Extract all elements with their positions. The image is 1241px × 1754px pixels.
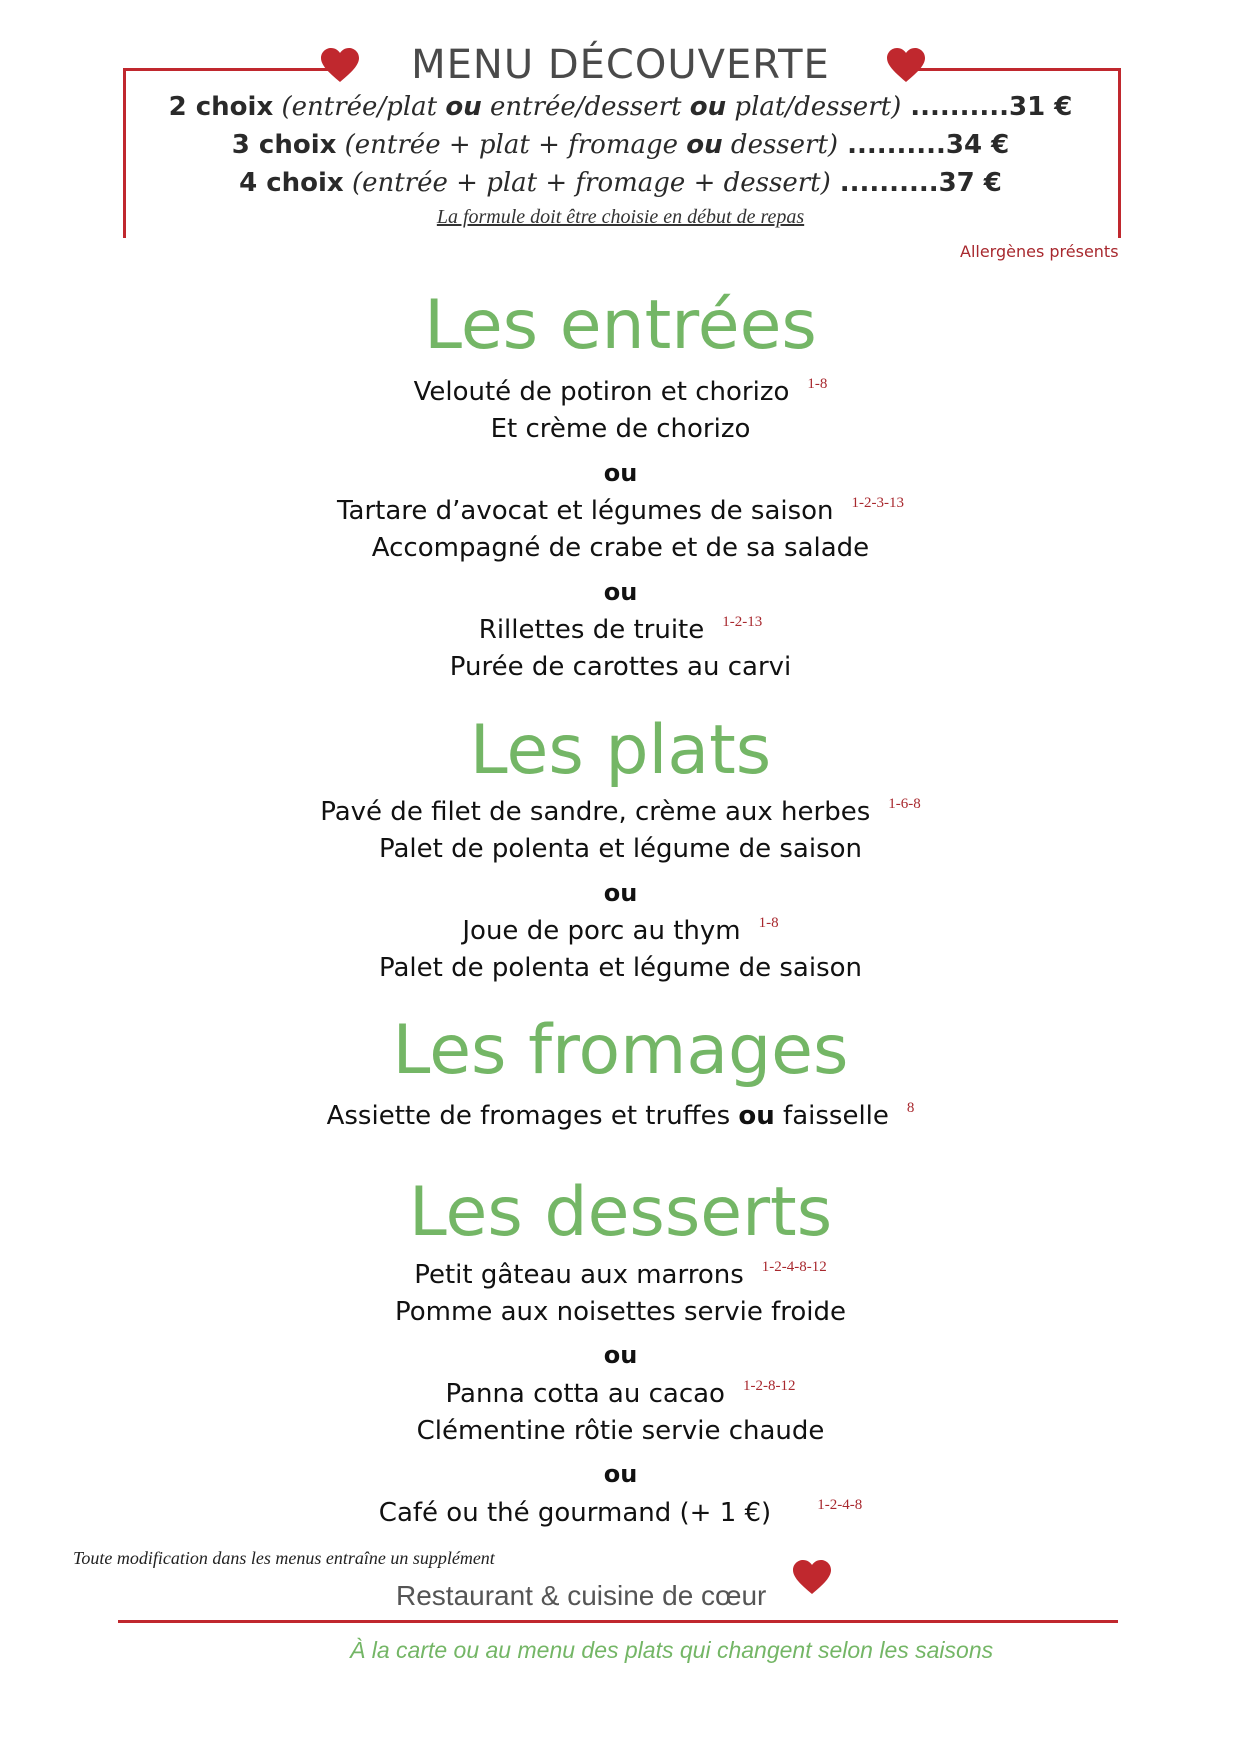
formula-ou: ou [686,130,723,160]
dish-name [0,1259,1241,1290]
allergen-codes: 1-2-4-8 [817,1497,863,1513]
formula-price: ..........37 € [830,168,1002,198]
dish-label: Rillettes de truite [478,615,705,645]
formula-desc: (entrée/plat [281,92,446,122]
menu-title: MENU DÉCOUVERTE [411,42,830,88]
dish-name [0,1100,1241,1131]
footer-divider [118,1620,1118,1623]
dish-name [0,495,1241,526]
formula-label: 3 choix [231,130,337,160]
dish-desc: Accompagné de crabe et de sa salade [371,533,870,563]
dish-desc: Purée de carottes au carvi [449,652,792,682]
dish-label: Tartare d’avocat et légumes de saison [336,496,834,526]
allergen-codes: 1-2-8-12 [742,1378,796,1394]
dish-name [0,1378,1241,1409]
dish-label: Pavé de filet de sandre, crème aux herbes [320,797,871,827]
formula-2-choix [0,92,1241,122]
formula-label: 4 choix [239,168,344,198]
allergen-codes: 8 [906,1100,915,1116]
formula-label: 2 choix [168,92,274,122]
heart-icon [792,1560,832,1596]
dish-desc: Palet de polenta et légume de saison [378,953,863,983]
formula-desc: (entrée + plat + fromage + dessert) [351,168,831,198]
dish-desc: Clémentine rôtie servie chaude [416,1416,825,1446]
formula-desc: entrée/dessert [481,92,690,122]
dish-name [0,796,1241,827]
formula-4-choix [0,168,1241,198]
formula-price: ..........31 € [901,92,1073,122]
dish-name [0,614,1241,645]
separator-ou: ou [603,1341,638,1369]
formula-desc: (entrée + plat + fromage [344,130,687,160]
dish-desc: Pomme aux noisettes servie froide [395,1297,846,1327]
separator-ou: ou [603,459,638,487]
dish-name [0,915,1241,946]
formula-desc: plat/dessert) [726,92,902,122]
dish-desc: Et crème de chorizo [490,414,751,444]
dish-label: faisselle [774,1101,889,1131]
formula-price: ..........34 € [838,130,1010,160]
section-title-desserts: Les desserts [408,1173,833,1252]
allergens-label: Allergènes présents [960,242,1119,261]
dish-name [0,1497,1241,1528]
dish-label: Panna cotta au cacao [445,1379,725,1409]
formula-ou: ou [445,92,482,122]
separator-ou: ou [603,578,638,606]
dish-desc: Palet de polenta et légume de saison [378,834,863,864]
dish-label: Café ou thé gourmand (+ 1 €) [378,1498,772,1528]
separator-ou: ou [603,1460,638,1488]
formula-note: La formule doit être choisie en début de repas [436,206,805,228]
tagline: À la carte ou au menu des plats qui changent selon les saisons [350,1637,994,1663]
section-title-plats: Les plats [469,711,772,790]
section-title-fromages: Les fromages [392,1011,849,1090]
dish-label: Assiette de fromages et truffes [326,1101,739,1131]
restaurant-name: Restaurant & cuisine de cœur [396,1580,767,1611]
formula-3-choix [0,130,1241,160]
allergen-codes: 1-2-3-13 [851,495,905,511]
dish-ou: ou [738,1101,775,1131]
dish-label: Petit gâteau aux marrons [414,1260,744,1290]
allergen-codes: 1-2-4-8-12 [761,1259,827,1275]
allergen-codes: 1-8 [758,915,779,931]
formula-desc: dessert) [722,130,839,160]
formula-ou: ou [689,92,727,122]
dish-label: Joue de porc au thym [462,916,741,946]
allergen-codes: 1-2-13 [722,614,763,630]
section-title-entrees: Les entrées [424,286,817,365]
allergen-codes: 1-6-8 [888,796,921,812]
dish-label: Velouté de potiron et chorizo [413,377,790,407]
dish-name [0,376,1241,407]
allergen-codes: 1-8 [807,376,828,392]
separator-ou: ou [603,879,638,907]
modification-note: Toute modification dans les menus entraîne un supplément [73,1548,495,1568]
